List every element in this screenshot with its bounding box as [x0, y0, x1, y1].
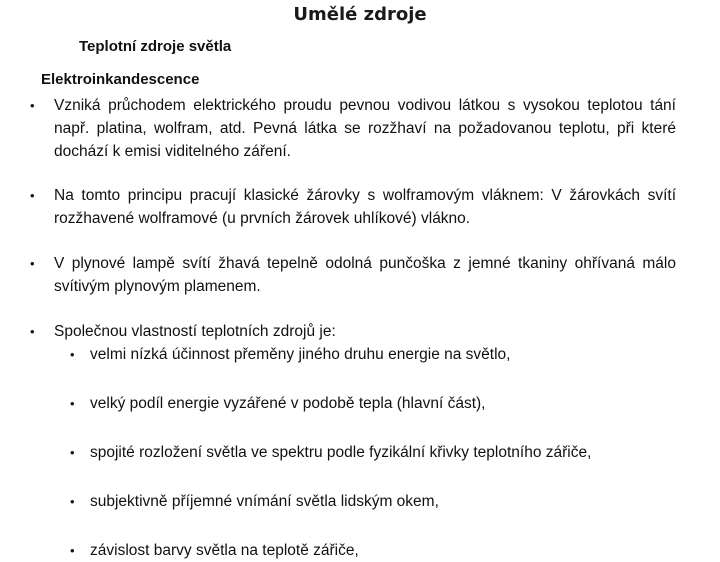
section-heading: Elektroinkandescence — [41, 71, 200, 88]
sub-bullet-text: velký podíl energie vyzářené v podobě tepla (hlavní část), — [90, 395, 486, 412]
sub-bullet-item — [30, 441, 676, 464]
bullet-icon: • — [70, 396, 75, 411]
bullet-icon: • — [30, 324, 35, 339]
bullet-icon: • — [30, 256, 35, 271]
bullet-icon: • — [70, 347, 75, 362]
sub-bullet-item — [30, 343, 676, 366]
sub-bullet-item — [30, 539, 676, 562]
bullet-item — [30, 320, 676, 343]
bullet-icon: • — [70, 543, 75, 558]
bullet-text: Na tomto principu pracují klasické žárovky s wolframovým vláknem: V žárovkách svítí rozžhavené wolframové (u prvních žárovek uhlíkové) vlákno. — [54, 187, 676, 227]
bullet-item — [30, 252, 676, 298]
sub-bullet-text: velmi nízká účinnost přeměny jiného druhu energie na světlo, — [90, 346, 511, 363]
slide-title: Umělé zdroje — [293, 4, 427, 25]
sub-bullet-item — [30, 490, 676, 513]
bullet-list — [30, 94, 676, 562]
sub-bullet-text: subjektivně příjemné vnímání světla lidským okem, — [90, 493, 439, 510]
bullet-icon: • — [70, 494, 75, 509]
sub-bullet-text: závislost barvy světla na teplotě zářiče, — [90, 542, 359, 559]
bullet-item — [30, 184, 676, 230]
sub-bullet-text: spojité rozložení světla ve spektru podle fyzikální křivky teplotního zářiče, — [90, 444, 592, 461]
bullet-text: V plynové lampě svítí žhavá tepelně odolná punčoška z jemné tkaniny ohřívaná málo svítivým plynovým plamenem. — [54, 255, 676, 295]
bullet-item — [30, 94, 676, 163]
bullet-icon: • — [70, 445, 75, 460]
bullet-icon: • — [30, 98, 35, 113]
bullet-text: Vzniká průchodem elektrického proudu pevnou vodivou látkou s vysokou teplotou tání např. platina, wolfram, atd. Pevná látka se rozžhaví na požadovanou teplotu, při které dochází k emisi viditelného záření. — [54, 97, 676, 160]
slide-subtitle: Teplotní zdroje světla — [79, 38, 232, 55]
bullet-text: Společnou vlastností teplotních zdrojů je: — [54, 323, 336, 340]
sub-bullet-item — [30, 392, 676, 415]
bullet-icon: • — [30, 188, 35, 203]
